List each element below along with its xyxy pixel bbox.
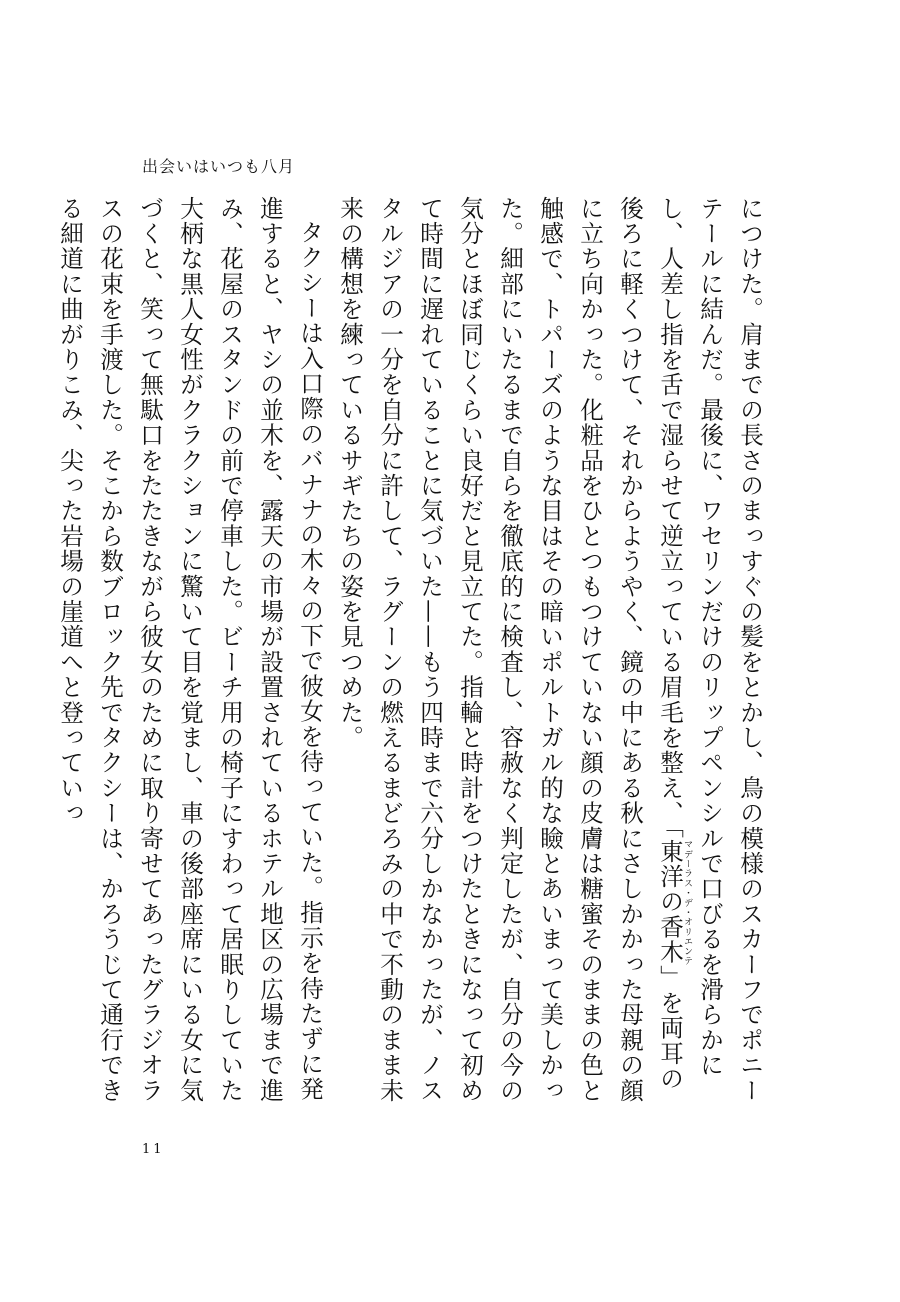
running-title: 出会いはいつも八月 (142, 157, 296, 176)
paragraph-1-part-1: につけた。肩までの長さのまっすぐの髪をとかし、鳥の模様のスカーフでポニーテールに結んだ。最後に、ワセリンだけのリップペンシルで口びるを滑らかにし、人差し指を舌で湿らせて逆立っている眉毛を整え、 (656, 196, 764, 1104)
open-bracket: 「 (656, 826, 684, 840)
paragraph-1-part-2: を両耳の後ろに軽くつけて、それからようやく、鏡の中にある秋にさしかかった母親の顔に立ち向かった。化粧品をひとつもつけていない顔の皮膚は糖蜜そのままの色と触感で、トパーズのような目はその暗いポルトガル的な瞼とあいまって美しかった。細部にいたるまで自らを徹底的に検査し、容赦なく判定したが、自分の今の気分とほぼ同じくらい良好だと見立てた。指輪と時計をつけたときになって初めて時間に遅れていることに気づいた——もう四時まで六分しかなかったが、ノスタルジアの一分を自分に許して、ラグーンの燃えるまどろみの中で不動のまま未来の構想を練っているサギたちの姿を見つめた。 (336, 196, 684, 1104)
close-bracket: 」 (656, 965, 684, 991)
ruby-reading: マデーラス・デ・オリエンテ (682, 839, 692, 966)
page-number: 11 (142, 1142, 165, 1157)
ruby-base: 東洋の香木 (656, 839, 684, 966)
vertical-text-block (56, 196, 770, 1106)
paragraph-2: タクシーは入口際のバナナの木々の下で彼女を待っていた。指示を待たずに発進すると、ヤシの並木を、露天の市場が設置されているホテル地区の広場まで進み、花屋のスタンドの前で停車した。ビーチ用の椅子にすわって居眠りしていた大柄な黒人女性がクラクションに驚いて目を覚まし、車の後部座席にいる女に気づくと、笑って無駄口をたたきながら彼女のために取り寄せてあったグラジオラスの花束を手渡した。そこから数ブロック先でタクシーは、かろうじて通行できる細道に曲がりこみ、尖った岩場の崖道へと登っていっ (56, 196, 324, 1104)
ruby-word (656, 839, 692, 966)
paragraph-1 (330, 196, 770, 1106)
